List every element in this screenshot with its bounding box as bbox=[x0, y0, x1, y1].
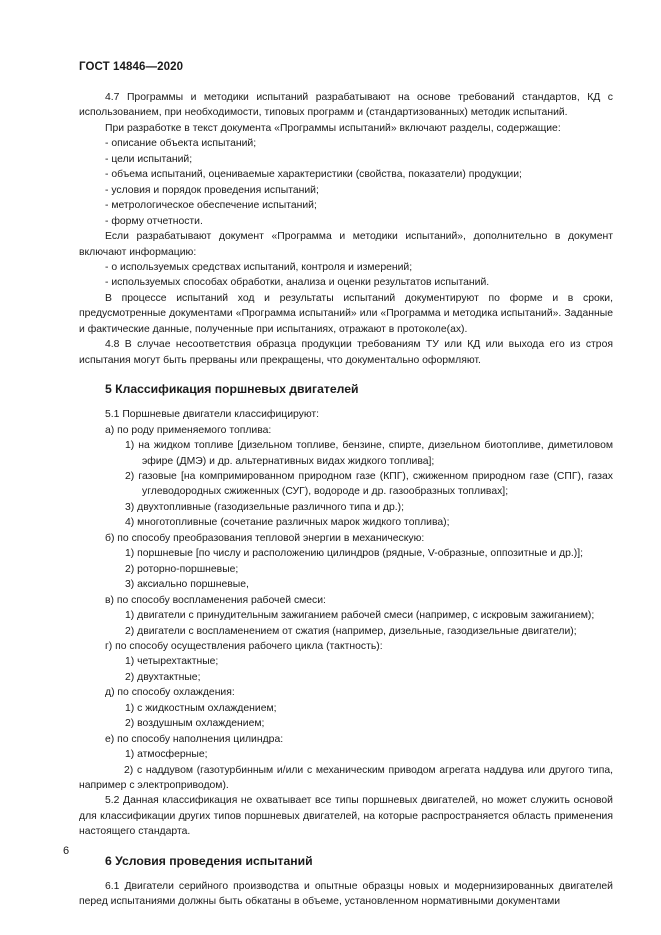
list-item: - условия и порядок проведения испытаний; bbox=[105, 184, 319, 196]
list-item: - используемых способах обработки, анализа и оценки результатов испытаний. bbox=[105, 277, 490, 289]
paragraph-4-8: 4.8 В случае несоответствия образца продукции требованиям ТУ или КД или выхода его из строя испытания могут быть прерваны или прекращены, что документально оформляют. bbox=[79, 339, 613, 366]
list-item: 1) поршневые [по числу и расположению цилиндров (рядные, V-образные, оппозитные и др.)]; bbox=[125, 548, 583, 560]
paragraph-5-1: 5.1 Поршневые двигатели классифицируют: bbox=[105, 409, 320, 421]
list-item: - объема испытаний, оцениваемые характеристики (свойства, показатели) продукции; bbox=[105, 169, 522, 181]
list-item: 4) многотопливные (сочетание различных марок жидкого топлива); bbox=[125, 517, 450, 529]
paragraph-4-7: 4.7 Программы и методики испытаний разрабатывают на основе требований стандартов, КД с использованием, при необходимости, типовых программ и (стандартизованных) методик испытаний. bbox=[79, 92, 613, 119]
list-item-b: б) по способу преобразования тепловой энергии в механическую: bbox=[105, 532, 425, 544]
list-item: 1) двигатели с принудительным зажиганием рабочей смеси (например, с искровым зажиганием); bbox=[125, 610, 595, 622]
section-5-title: 5 Классификация поршневых двигателей bbox=[105, 382, 359, 397]
list-item: 1) атмосферные; bbox=[125, 749, 208, 761]
list-item: 2) двигатели с воспламенением от сжатия (например, дизельные, газодизельные двигатели); bbox=[125, 625, 577, 637]
list-item: - о используемых средствах испытаний, контроля и измерений; bbox=[105, 261, 413, 273]
list-item-a: а) по роду применяемого топлива: bbox=[105, 424, 272, 436]
list-item: 2) двухтактные; bbox=[125, 671, 201, 683]
list-item-e: е) по способу наполнения цилиндра: bbox=[105, 733, 284, 745]
list-item: 2) воздушным охлаждением; bbox=[125, 718, 265, 730]
paragraph-4-7-documentation: В процессе испытаний ход и результаты испытаний документируют по форме и в сроки, предусмотренные документами «Программа испытаний» или «Программа и методика испытаний». Заданные и фактические данные, полученные при испытаниях, отражают в протоколе(ах). bbox=[79, 292, 613, 335]
list-item: 2) газовые [на компримированном природном газе (КПГ), сжиженном природном газе (СПГ), газах углеводородных сжиженных (СУГ), водороде и др. газообразных топливах]; bbox=[125, 470, 613, 498]
list-item-g: г) по способу осуществления рабочего цикла (тактность): bbox=[105, 640, 383, 652]
list-item: - цели испытаний; bbox=[105, 153, 193, 165]
paragraph-4-7-extra-info: Если разрабатывают документ «Программа и методики испытаний», дополнительно в документ включают информацию: bbox=[79, 231, 613, 258]
document-body bbox=[79, 90, 613, 910]
list-item: - метрологическое обеспечение испытаний; bbox=[105, 200, 317, 212]
list-item: 2) с наддувом (газотурбинным и/или с механическим приводом агрегата наддува или другого типа, например с электроприводом). bbox=[79, 764, 613, 792]
list-item: - описание объекта испытаний; bbox=[105, 138, 257, 150]
list-item: 1) четырехтактные; bbox=[125, 656, 219, 668]
list-item: 3) аксиально поршневые, bbox=[125, 579, 249, 591]
paragraph-5-2: 5.2 Данная классификация не охватывает все типы поршневых двигателей, но может служить основой для классификации других типов поршневых двигателей, на которые распространяется область применения настоящего стандарта. bbox=[79, 795, 613, 838]
list-item: 1) на жидком топливе [дизельном топливе, бензине, спирте, дизельном биотопливе, диметиловом эфире (ДМЭ) и др. альтернативных видах жидкого топлива]; bbox=[125, 440, 613, 467]
list-item-d: д) по способу охлаждения: bbox=[105, 687, 235, 699]
document-code-header: ГОСТ 14846—2020 bbox=[79, 61, 184, 73]
list-item: - форму отчетности. bbox=[105, 215, 203, 227]
page-number: 6 bbox=[63, 845, 70, 857]
list-item: 1) с жидкостным охлаждением; bbox=[125, 702, 277, 714]
paragraph-6-1: 6.1 Двигатели серийного производства и опытные образцы новых и модернизированных двигателей перед испытаниями должны быть обкатаны в объеме, установленном нормативными документами bbox=[79, 880, 613, 908]
list-item: 3) двухтопливные (газодизельные различного типа и др.); bbox=[125, 501, 404, 513]
paragraph-4-7-sections-intro: При разработке в текст документа «Программы испытаний» включают разделы, содержащие: bbox=[105, 122, 561, 134]
list-item: 2) роторно-поршневые; bbox=[125, 563, 239, 575]
list-item-v: в) по способу воспламенения рабочей смеси: bbox=[105, 594, 326, 606]
section-6-title: 6 Условия проведения испытаний bbox=[105, 853, 313, 868]
